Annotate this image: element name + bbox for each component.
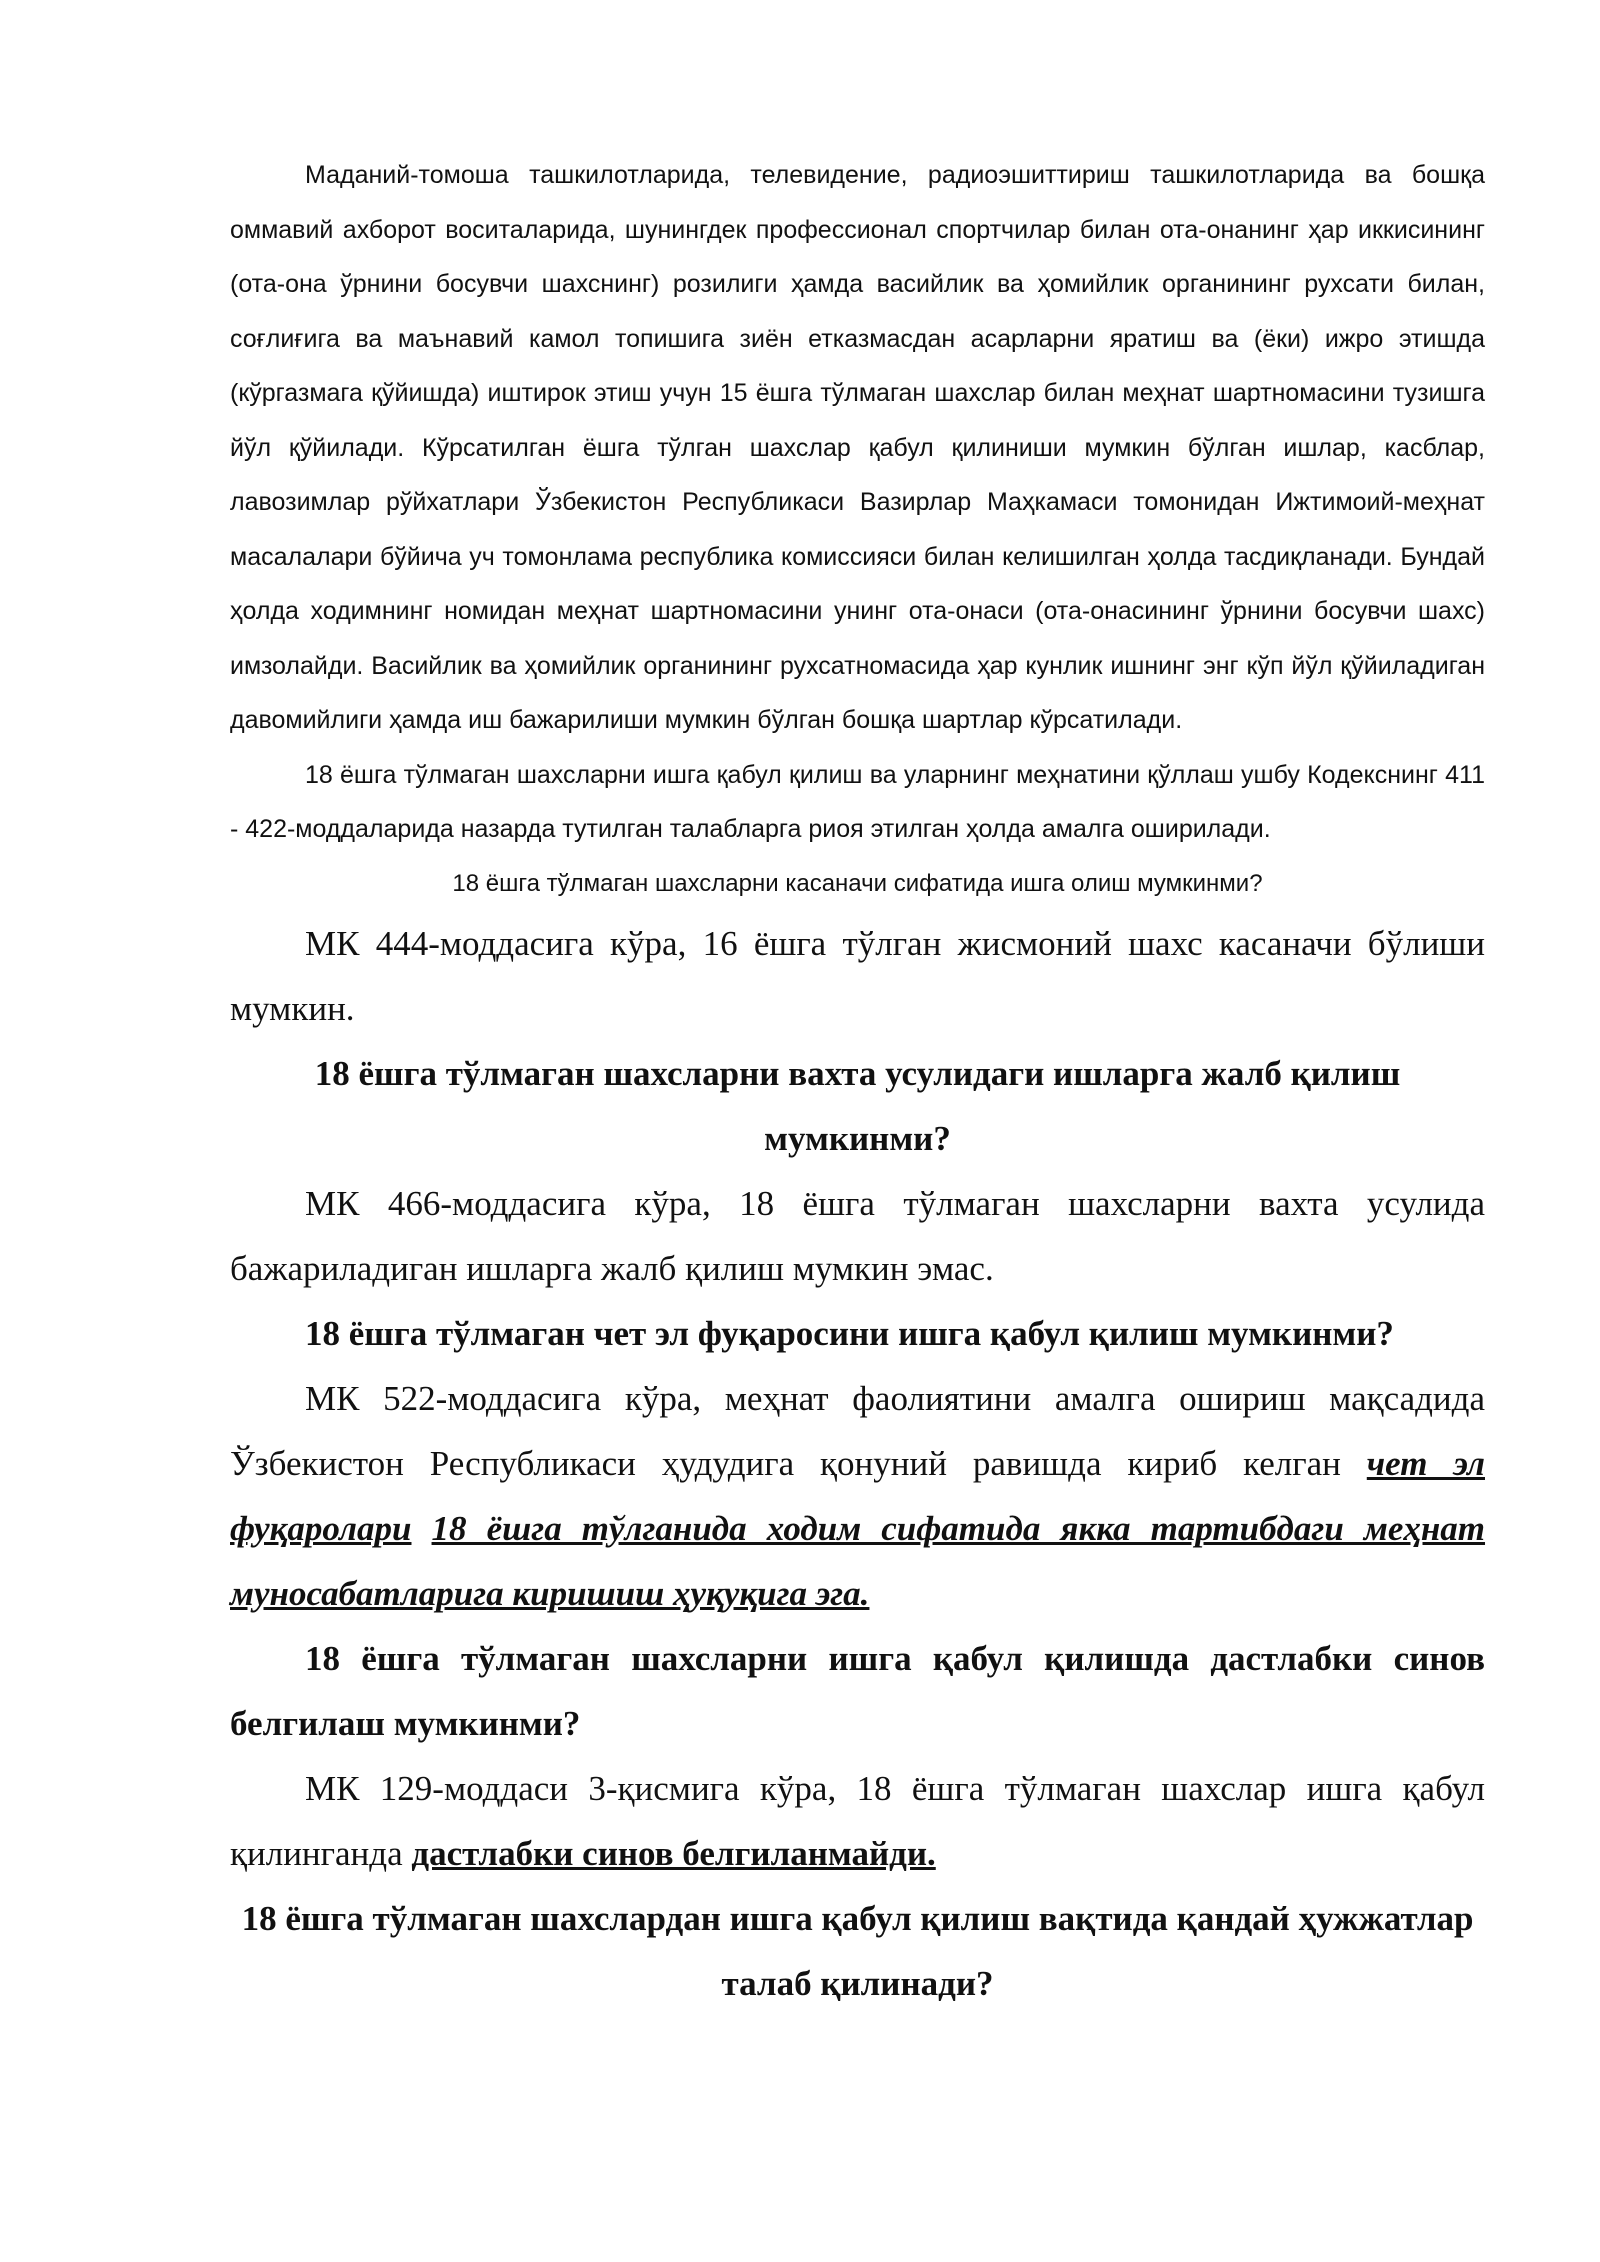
heading-foreign-citizen: 18 ёшга тўлмаган чет эл фуқаросини ишга қабул қилиш мумкинми? [305,1313,1394,1353]
question-homeworker: 18 ёшга тўлмаган шахсларни касаначи сифатида ишга олиш мумкинми? [452,869,1263,897]
emphasis-no-probation: дастлабки синов белгиланмайди. [411,1833,936,1873]
emphasis-foreign-citizens: чет эл фуқаролари [230,1443,1485,1548]
paragraph-code-reference: 18 ёшга тўлмаган шахсларни ишга қабул қилиш ва уларнинг меҳнатини қўллаш ушбу Кодекснинг 411 - 422-моддаларида назарда тутилган талабларга риоя этилган ҳолда амалга оширилади. [230,760,1485,843]
answer-shift-work: МК 466-моддасига кўра, 18 ёшга тўлмаган шахсларни вахта усулида бажариладиган ишларга жалб қилиш мумкин эмас. [230,1183,1485,1288]
answer-foreign-citizen-text: МК 522-моддасига кўра, меҳнат фаолиятини амалга ошириш мақсадида Ўзбекистон Республикаси ҳудудига қонуний равишда кириб келган [230,1378,1485,1483]
heading-documents: 18 ёшга тўлмаган шахслардан ишга қабул қилиш вақтида қандай ҳужжатлар талаб қилинади? [241,1898,1474,2003]
document-page [230,148,1485,2016]
heading-probation: 18 ёшга тўлмаган шахсларни ишга қабул қилишда дастлабки синов белгилаш мумкинми? [230,1638,1485,1743]
paragraph-minor-contracts: Маданий-томоша ташкилотларида, телевидение, радиоэшиттириш ташкилотларида ва бошқа оммавий ахборот воситаларида, шунингдек профессионал спортчилар билан ота-онанинг ҳар иккисининг (ота-она ўрнини босувчи шахснинг) розилиги ҳамда васийлик ва ҳомийлик органининг рухсати билан, соғлиғига ва маънавий камол топишига зиён етказмасдан асарларни яратиш ва (ёки) ижро этишда (кўргазмага қўйишда) иштирок этиш учун 15 ёшга тўлмаган шахслар билан меҳнат шартномасини тузишга йўл қўйилади. Кўрсатилган ёшга тўлган шахслар қабул қилиниши мумкин бўлган ишлар, касблар, лавозимлар рўйхатлари Ўзбекистон Республикаси Вазирлар Маҳкамаси томонидан Ижтимоий-меҳнат масалалари бўйича уч томонлама республика комиссияси билан келишилган ҳолда тасдиқланади. Бундай ҳолда ходимнинг номидан меҳнат шартномасини унинг ота-онаси (ота-онасининг ўрнини босувчи шахс) имзолайди. Васийлик ва ҳомийлик органининг рухсатномасида ҳар кунлик ишнинг энг кўп йўл қўйиладиган давомийлиги ҳамда иш бажарилиши мумкин бўлган бошқа шартлар кўрсатилади. [230,161,1485,734]
answer-homeworker: МК 444-моддасига кўра, 16 ёшга тўлган жисмоний шахс касаначи бўлиши мумкин. [230,923,1485,1028]
answer-probation [230,1756,1485,1886]
emphasis-labor-rights: 18 ёшга тўлганида ходим сифатида якка тартибдаги меҳнат муносабатларига киришиш ҳуқуқига эга. [230,1508,1486,1613]
heading-shift-work: 18 ёшга тўлмаган шахсларни вахта усулидаги ишларга жалб қилиш мумкинми? [314,1053,1401,1158]
answer-foreign-citizen [230,1366,1485,1626]
answer-probation-text: МК 129-моддаси 3-қисмига кўра, 18 ёшга тўлмаган шахслар ишга қабул қилинганда [230,1768,1485,1873]
